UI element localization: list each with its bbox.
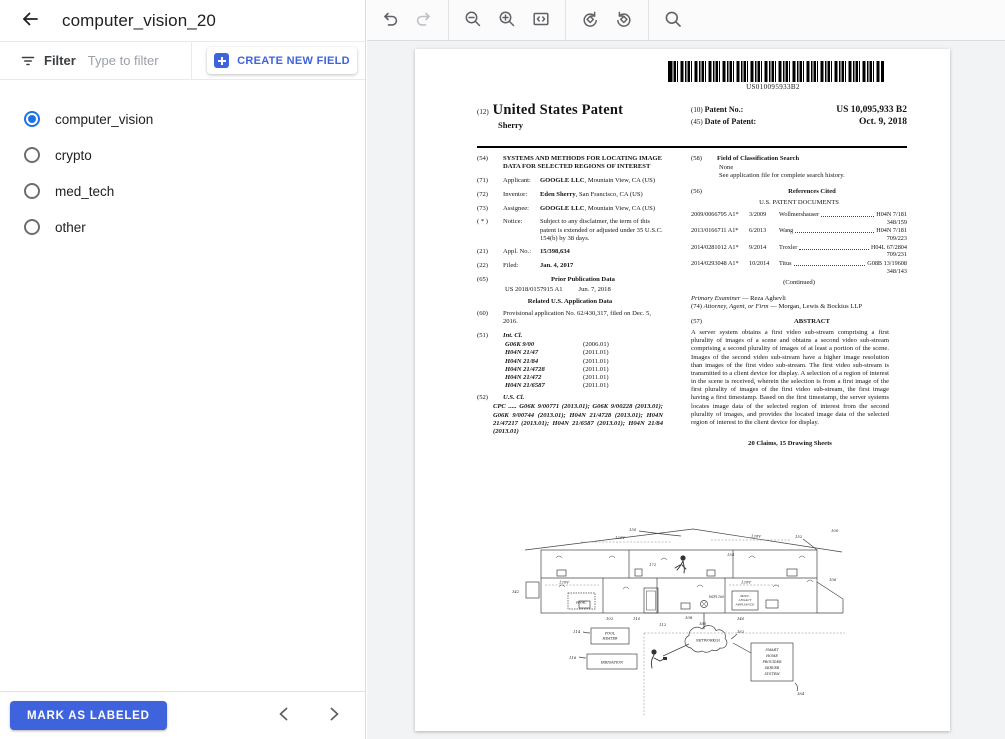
svg-text:142: 142 bbox=[512, 589, 520, 594]
svg-text:154: 154 bbox=[727, 552, 735, 557]
svg-text:120V: 120V bbox=[751, 533, 761, 539]
svg-text:HVAC: HVAC bbox=[576, 600, 587, 605]
filter-icon bbox=[20, 53, 36, 69]
svg-text:112: 112 bbox=[659, 622, 667, 627]
patent-figure bbox=[511, 523, 851, 723]
document-pager bbox=[273, 703, 345, 728]
redo-icon bbox=[414, 9, 434, 32]
filter-input[interactable] bbox=[86, 52, 190, 69]
header-rule bbox=[477, 146, 907, 148]
zoom-in-button[interactable] bbox=[490, 3, 524, 37]
svg-text:SMART: SMART bbox=[765, 648, 779, 652]
date-code: (45) bbox=[691, 118, 703, 126]
plus-icon bbox=[214, 53, 229, 68]
svg-text:HEATER: HEATER bbox=[602, 636, 618, 641]
svg-text:LEGACY: LEGACY bbox=[738, 598, 752, 602]
patent-left-column: (54) SYSTEMS AND METHODS FOR LOCATING IMAGE DATA FOR SELECTED REGIONS OF INTEREST (71) Applicant: GOOGLE LLC, Mountain View, CA (US) (72) Inventor: Eden Sherry, San Francisco, CA (US) (73) Assignee: GOOGLE LLC, Mountain View, CA (US) ( * ) Notice: Subject to any disclaimer, the term of this patent is extended or adjusted under 35 U.S.C. 154(b) by 38 days. (21) Appl. No.: 15/398,634 (22) Filed: Jan. 4, 2017 (65) Prior Publication Data US 2018/0157915 A1 Jun. 7, 2018 Related U.S. Application Data (60) Provisional application No. 62/430,317, filed on Dec. 5, 2016. (51) Int. Cl. G06K 9/00 (2006.01) H04N 21/47 (2011.01) H04N 21/84 (2011.01) H04N 21/4728 (2011.01) H04N 21/472 (2011.01) H04N 21/6587 (2011.01) (52) U.S. Cl. CPC ..... G06K 9/00771 (2013.01); G06K 9/00228 (2013.01); G06K 9/00744 (2013.01); H04N 21/4728 (2013.01); H04N 21/47217 (2013.01); H04N 21/6587 (2013.01); H04N 21/84 (2013.01) bbox=[477, 155, 663, 435]
chevron-left-icon bbox=[275, 705, 293, 726]
label-panel bbox=[0, 0, 366, 739]
option-label: med_tech bbox=[55, 183, 115, 199]
svg-text:WIFI 160: WIFI 160 bbox=[709, 595, 725, 599]
svg-text:120V: 120V bbox=[741, 579, 751, 585]
filter-bar bbox=[0, 42, 365, 80]
svg-text:108: 108 bbox=[685, 615, 693, 620]
svg-text:NETWORK(S): NETWORK(S) bbox=[695, 638, 721, 643]
svg-text:SERVER: SERVER bbox=[764, 666, 780, 670]
abstract-text: A server system obtains a first video sub-stream comprising a first plurality of images of a scene and obtains a second video sub-stream comprising a second plurality of images of at least a portion of the scene. Images of the second video sub-stream have a higher image resolution than images of the first video sub-stream. The first video sub-stream is transmitted to a client device for display. A selection of a region of interest in the scene is received, wherein the selection is from a first image of the first plurality of images of the first video sub-stream, the first image having a first timestamp. Based on the first timestamp, the server systems locates image data of the selected region of interest from the second plurality of images, and provides the located image data of the selected region of interest to the client device for display. bbox=[691, 329, 889, 426]
svg-text:100: 100 bbox=[831, 528, 839, 533]
patent-right-column: (58) Field of Classification Search None See application file for complete search history. (56) References Cited U.S. PATENT DOCUMENTS 2009/0066795 A1* 3/2009 Wollmershauser H04N 7/181 348/159 2013/0166711 A1* 6/2013 Wang H04N 7/181 709/223 2014/0281012 A1* 9/2014 Troxler H04L 67/2804 709/231 2014/0293048 A1* 10/2014 Titus G08B 13/19608 348/143 (Continued) Primary Examiner — Reza Aghevli (74) Attorney, Agent, or Firm — Morgan, Lewis & Bockius LLP (57) ABSTRACT A server system obtains a first video sub-stream comprising a first plurality of images of a scene and obtains a second video sub-stream comprising a second plurality of images of at least a portion of the scene. Images of the second video sub-stream have a higher image resolution than images of the first video sub-stream. The first video sub-stream is transmitted to a client device for display. A selection of a region of interest in the scene is received, wherein the selection is from a first image of the first plurality of images of the first video sub-stream, the first image having a first timestamp. Based on the first timestamp, the server systems locates image data of the selected region of interest from the second plurality of images, and provides the located image data of the selected region of interest to the client device for display. 20 Claims, 15 Drawing Sheets bbox=[691, 155, 907, 448]
svg-text:160: 160 bbox=[699, 621, 707, 626]
int-cl-row: G06K 9/00 (2006.01) bbox=[505, 341, 609, 349]
next-document-button[interactable] bbox=[323, 703, 345, 728]
rotate-right-button[interactable] bbox=[607, 3, 641, 37]
search-icon bbox=[663, 9, 683, 32]
citations-table bbox=[691, 211, 907, 276]
viewer-toolbar bbox=[367, 0, 1005, 41]
date-value: Oct. 9, 2018 bbox=[858, 117, 907, 127]
radio-icon bbox=[24, 111, 40, 127]
mark-as-labeled-button[interactable]: MARK AS LABELED bbox=[10, 701, 167, 730]
radio-icon bbox=[24, 219, 40, 235]
svg-text:140: 140 bbox=[737, 616, 745, 621]
citation: 2014/0281012 A1* 9/2014 Troxler H04L 67/2804 709/231 bbox=[691, 243, 907, 259]
svg-text:162: 162 bbox=[737, 629, 745, 634]
zoom-out-button[interactable] bbox=[456, 3, 490, 37]
int-cl-row: H04N 21/84 (2011.01) bbox=[505, 357, 609, 365]
toolbar-divider bbox=[648, 0, 649, 40]
patent-page bbox=[415, 49, 950, 731]
previous-document-button[interactable] bbox=[273, 703, 295, 728]
redo-button[interactable] bbox=[407, 3, 441, 37]
svg-text:150: 150 bbox=[629, 527, 637, 532]
zoom-in-icon bbox=[497, 9, 517, 32]
label-option[interactable] bbox=[0, 101, 365, 137]
svg-text:MISC.: MISC. bbox=[740, 594, 750, 598]
citation: 2014/0293048 A1* 10/2014 Titus G08B 13/19608 348/143 bbox=[691, 259, 907, 275]
svg-text:106: 106 bbox=[829, 577, 837, 582]
svg-text:164: 164 bbox=[797, 691, 805, 696]
page-title: computer_vision_20 bbox=[62, 10, 216, 30]
label-options-list bbox=[0, 101, 365, 245]
label-option[interactable] bbox=[0, 173, 365, 209]
svg-text:APPLIANCE: APPLIANCE bbox=[735, 602, 755, 607]
int-cl-row: H04N 21/472 (2011.01) bbox=[505, 373, 609, 381]
int-cl-row: H04N 21/6587 (2011.01) bbox=[505, 382, 609, 390]
arrow-left-icon bbox=[20, 9, 40, 32]
document-viewer bbox=[367, 0, 1005, 739]
create-new-field-button[interactable] bbox=[207, 47, 357, 74]
chevron-right-icon bbox=[325, 705, 343, 726]
barcode-text: US010095933B2 bbox=[746, 83, 800, 91]
int-cl-table bbox=[477, 341, 663, 390]
int-cl-row: H04N 21/47 (2011.01) bbox=[505, 349, 609, 357]
rotate-left-icon bbox=[580, 9, 600, 32]
radio-icon bbox=[24, 147, 40, 163]
svg-text:HOME: HOME bbox=[766, 654, 778, 658]
undo-icon bbox=[380, 9, 400, 32]
svg-text:SYSTEM: SYSTEM bbox=[764, 672, 780, 676]
svg-text:114: 114 bbox=[573, 629, 581, 634]
create-new-field-label: CREATE NEW FIELD bbox=[237, 54, 350, 67]
fit-to-width-button[interactable] bbox=[524, 3, 558, 37]
undo-button[interactable] bbox=[373, 3, 407, 37]
svg-text:172: 172 bbox=[649, 562, 657, 567]
svg-text:POOL: POOL bbox=[604, 631, 616, 636]
svg-text:102: 102 bbox=[606, 616, 614, 621]
divider bbox=[191, 42, 192, 79]
svg-text:116: 116 bbox=[569, 655, 577, 660]
svg-text:IRRIGATION: IRRIGATION bbox=[600, 660, 624, 665]
svg-text:120V: 120V bbox=[559, 579, 569, 585]
option-label: other bbox=[55, 219, 86, 235]
option-label: computer_vision bbox=[55, 111, 154, 127]
option-label: crypto bbox=[55, 147, 92, 163]
search-button[interactable] bbox=[656, 3, 690, 37]
zoom-out-icon bbox=[463, 9, 483, 32]
label-option[interactable] bbox=[0, 209, 365, 245]
svg-text:110: 110 bbox=[633, 616, 641, 621]
filter-label: Filter bbox=[44, 53, 76, 68]
patent-no-code: (10) bbox=[691, 106, 703, 114]
label-option[interactable] bbox=[0, 137, 365, 173]
patent-title-block bbox=[477, 101, 623, 130]
cpc-classifications: CPC ..... G06K 9/00771 (2013.01); G06K 9/00228 (2013.01); G06K 9/00744 (2013.01); H04N 21/4728 (2013.01); H04N 21/47217 (2013.01); H04N 21/6587 (2013.01); H04N 21/84 (2013.01) bbox=[493, 403, 663, 435]
int-cl-row: H04N 21/4728 (2011.01) bbox=[505, 365, 609, 373]
panel-footer bbox=[0, 691, 365, 739]
radio-icon bbox=[24, 183, 40, 199]
rotate-left-button[interactable] bbox=[573, 3, 607, 37]
svg-text:120V: 120V bbox=[615, 535, 625, 540]
patent-no-value: US 10,095,933 B2 bbox=[836, 105, 907, 115]
patent-title: United States Patent bbox=[492, 102, 624, 118]
patent-author: Sherry bbox=[498, 120, 524, 130]
citation: 2013/0166711 A1* 6/2013 Wang H04N 7/181 709/223 bbox=[691, 227, 907, 242]
fit-to-width-icon bbox=[531, 9, 551, 32]
kind-code: (12) bbox=[477, 108, 489, 116]
toolbar-divider bbox=[448, 0, 449, 40]
citation: 2009/0066795 A1* 3/2009 Wollmershauser H04N 7/181 348/159 bbox=[691, 210, 907, 226]
patent-no-label: Patent No.: bbox=[704, 105, 744, 114]
document-canvas[interactable] bbox=[367, 41, 1005, 739]
patent-number-block bbox=[691, 105, 907, 129]
svg-text:PROVIDER: PROVIDER bbox=[762, 660, 782, 664]
barcode-image bbox=[668, 61, 884, 82]
date-label: Date of Patent: bbox=[704, 117, 757, 126]
svg-text:152: 152 bbox=[795, 534, 803, 539]
panel-header bbox=[0, 0, 365, 42]
rotate-right-icon bbox=[614, 9, 634, 32]
claims-line: 20 Claims, 15 Drawing Sheets bbox=[748, 440, 832, 448]
back-button[interactable] bbox=[16, 7, 44, 35]
toolbar-divider bbox=[565, 0, 566, 40]
